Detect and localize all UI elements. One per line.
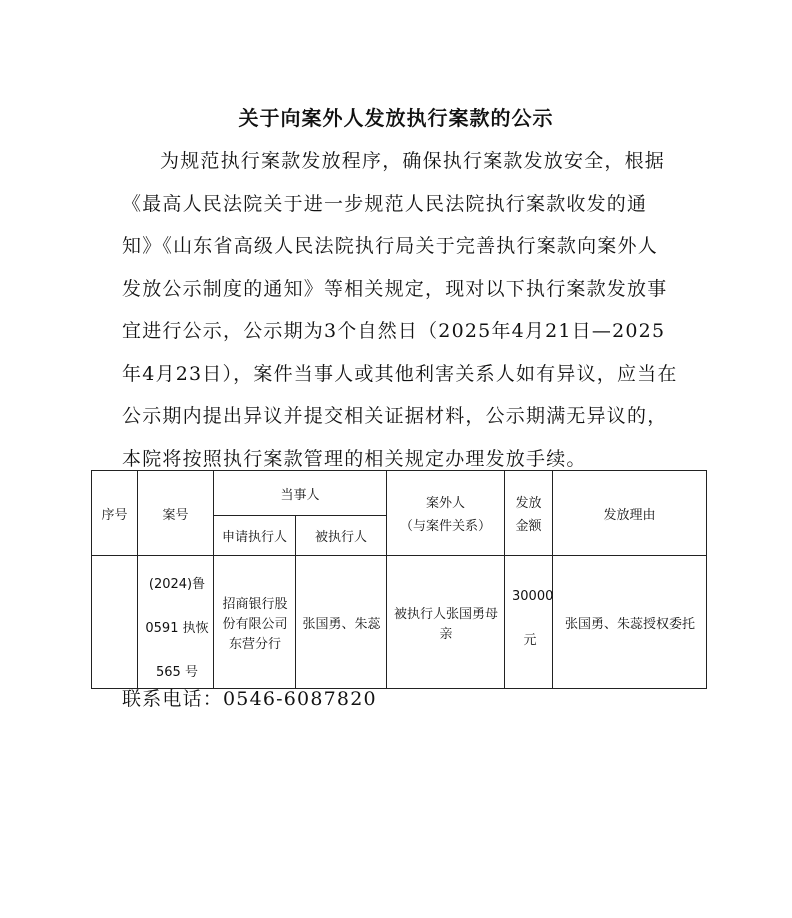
amount-unit: 元 <box>523 633 537 648</box>
header-seq: 序号 <box>92 471 138 556</box>
cell-outsider: 被执行人张国勇母亲 <box>387 556 505 689</box>
header-reason: 发放理由 <box>553 471 707 556</box>
paragraph-text: 为规范执行案款发放程序，确保执行案款发放安全，根据《最高人民法院关于进一步规范人民法院执行案款收发的通知》《山东省高级人民法院执行局关于完善执行案款向案外人发放公示制度的通知》等相关规定，现对以下执行案款发放事宜进行公示，公示期为3个自然日（2025年4月21日—2025年4月23日），案件当事人或其他利害关系人如有异议，应当在公示期内提出异议并提交相关证据材料，公示期满无异议的，本院将按照执行案款管理的相关规定办理发放手续。 <box>122 150 678 470</box>
header-outsider-label: 案外人 <box>426 496 466 511</box>
notice-paragraph <box>122 140 678 480</box>
header-amount-line1: 发放 <box>515 496 542 511</box>
header-outsider <box>387 471 505 556</box>
cell-applicant: 招商银行股份有限公司东营分行 <box>214 556 296 689</box>
table-header-row <box>92 471 707 516</box>
amount-value: 30000 <box>512 589 554 604</box>
header-amount-line2: 金额 <box>515 519 542 534</box>
disbursement-table <box>91 470 707 689</box>
table-row <box>92 556 707 689</box>
cell-case-no <box>138 556 214 689</box>
header-applicant: 申请执行人 <box>214 516 296 556</box>
cell-amount <box>505 556 553 689</box>
header-case-no: 案号 <box>138 471 214 556</box>
case-no-line3: 565 号 <box>156 665 198 680</box>
header-outsider-relation: （与案件关系） <box>400 519 492 534</box>
header-parties: 当事人 <box>214 471 387 516</box>
case-no-line1: (2024)鲁 <box>148 577 206 592</box>
contact-phone: 联系电话：0546-6087820 <box>122 688 377 710</box>
cell-seq <box>92 556 138 689</box>
cell-executee: 张国勇、朱蕊 <box>296 556 387 689</box>
document-title: 关于向案外人发放执行案款的公示 <box>238 106 554 130</box>
header-executee: 被执行人 <box>296 516 387 556</box>
case-no-line2: 0591 执恢 <box>145 621 209 636</box>
cell-reason: 张国勇、朱蕊授权委托 <box>553 556 707 689</box>
header-amount <box>505 471 553 556</box>
